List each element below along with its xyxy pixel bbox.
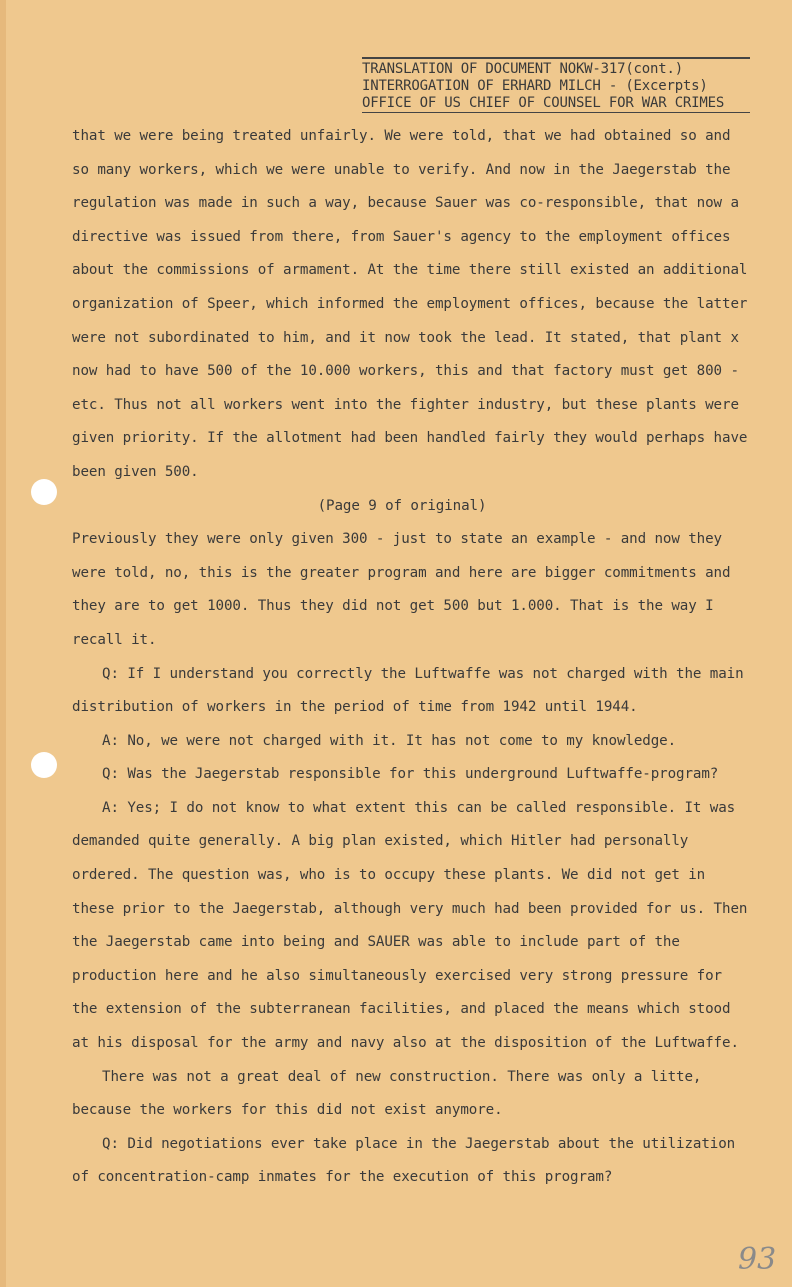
paragraph-1: that we were being treated unfairly. We were told, that we had obtained so and so many workers, which we were unable to verify. And now in the Jaegerstab the regulation was made in such a way, because Sauer was co-responsible, that now a directive was issued from there, from Sauer's agency to the employment offices about the commissions of armament. At the time there still existed an additional organization of Speer, which informed the employment offices, because the latter were not subordinated to him, and it now took the lead. It stated, that plant x now had to have 500 of the 10.000 workers, this and that factory must get 800 - etc. Thus not all workers went into the fighter industry, but these plants were given priority. If the allotment had been handled fairly they would perhaps have been given 500. [72,128,748,480]
punch-hole-top [31,479,57,505]
answer-1: A: No, we were not charged with it. It has not come to my knowledge. [102,732,677,749]
page-edge [0,0,6,1287]
document-header [362,57,750,113]
answer-2: A: Yes; I do not know to what extent this can be called responsible. It was demanded quite generally. A big plan existed, which Hitler had personally ordered. The question was, who is to occupy these plants. We did not get in these prior to the Jaegerstab, although very much had been provided for us. Then the Jaegerstab came into being and SAUER was able to include part of the production here and he also simultaneously exercised very strong pressure for the extension of the subterranean facilities, and placed the means which stood at his disposal for the army and navy also at the disposition of the Luftwaffe. [72,799,748,1052]
header-title: TRANSLATION OF DOCUMENT NOKW-317(cont.) [362,61,683,77]
paragraph-3: There was not a great deal of new construction. There was only a litte, because the workers for this did not exist anymore. [72,1068,702,1119]
question-3: Q: Did negotiations ever take place in the Jaegerstab about the utilization of concentration-camp inmates for the execution of this program? [72,1135,736,1186]
header-subtitle: INTERROGATION OF ERHARD MILCH - (Excerpts) [362,78,708,94]
paragraph-2: Previously they were only given 300 - just to state an example - and now they were told, no, this is the greater program and here are bigger commitments and they are to get 1000. Thus they did not get 500 but 1.000. That is the way I recall it. [72,531,731,648]
question-1: Q: If I understand you correctly the Luftwaffe was not charged with the main distribution of workers in the period of time from 1942 until 1944. [72,665,744,716]
page-note: (Page 9 of original) [317,497,487,514]
punch-hole-bottom [31,752,57,778]
document-body [72,120,752,1195]
page-number: 93 [738,1242,777,1277]
header-office: OFFICE OF US CHIEF OF COUNSEL FOR WAR CRIMES [362,95,750,113]
question-2: Q: Was the Jaegerstab responsible for this underground Luftwaffe-program? [102,766,719,783]
